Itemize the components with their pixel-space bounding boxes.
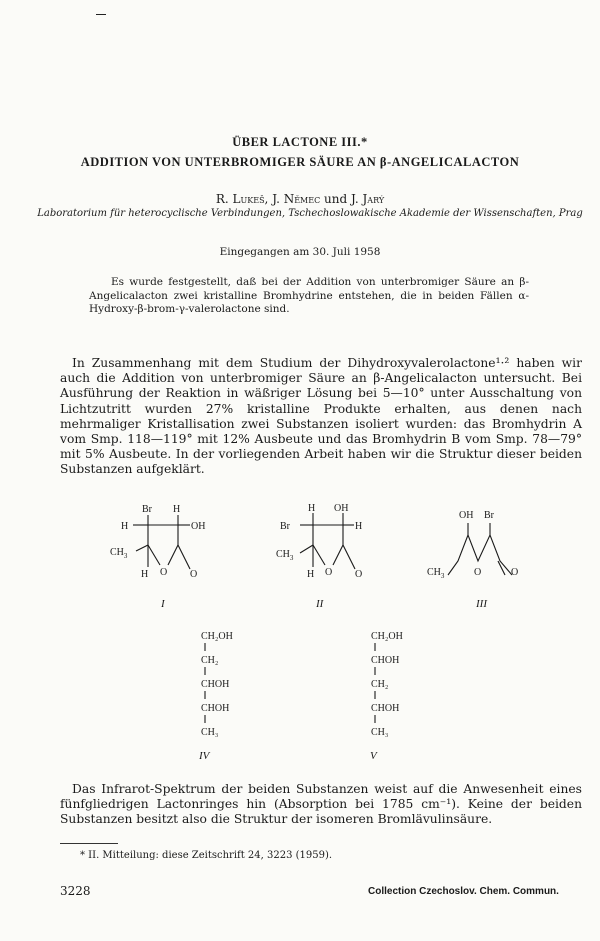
struct-I-caption: I	[161, 598, 165, 610]
struct-II-ch3: $CH_3$	[276, 549, 294, 562]
struct-III-carbonyl-o: O	[511, 567, 519, 578]
struct-I-br: Br	[142, 504, 152, 515]
struct-I-h-bottom: H	[141, 569, 149, 580]
footnote: * II. Mitteilung: diese Zeitschrift 24, 3223 (1959).	[80, 850, 333, 861]
struct-V-row-5: CH₃	[371, 727, 389, 738]
struct-IV-row-2: CH₂	[201, 655, 219, 666]
corner-mark	[96, 14, 106, 15]
struct-IV-row-4: CHOH	[201, 703, 230, 714]
structure-figure	[0, 495, 600, 780]
struct-I-oh: OH	[191, 521, 206, 532]
struct-II-ring-o: O	[325, 567, 333, 578]
struct-I-ch3: $CH_3$	[110, 547, 128, 560]
article-title-line1: ÜBER LACTONE III.*	[232, 135, 368, 149]
struct-II-h-bottom: H	[307, 569, 315, 580]
struct-II-h-top: H	[308, 503, 316, 514]
struct-IV-row-1: CH₂OH	[201, 631, 233, 642]
struct-III-caption: III	[476, 598, 487, 610]
author-sep-2: und	[320, 192, 351, 206]
struct-III-ch3: $CH_3$	[427, 567, 445, 580]
struct-V-row-1: CH₂OH	[371, 631, 403, 642]
abstract: Es wurde festgestellt, daß bei der Addition von unterbromiger Säure an β-Angelicalacton zwei kristalline Bromhydrine entstehen, die in beiden Fällen α-Hydroxy-β-brom-γ-valerolactone sind.	[89, 276, 529, 315]
journal-name: Collection Czechoslov. Chem. Commun.	[368, 886, 559, 897]
received-date: Eingegangen am 30. Juli 1958	[219, 246, 381, 258]
struct-V-row-4: CHOH	[371, 703, 400, 714]
footnote-rule	[60, 843, 118, 844]
author-2: J. Němec	[272, 192, 321, 206]
affiliation: Laboratorium für heterocyclische Verbindungen, Tschechoslowakische Akademie der Wissenschaften, Prag	[37, 208, 583, 219]
page-number: 3228	[60, 884, 91, 898]
struct-I-ring-o: O	[160, 567, 168, 578]
struct-II-carbonyl-o: O	[355, 569, 363, 580]
struct-I-h-top: H	[173, 504, 181, 515]
struct-III-br: Br	[484, 510, 494, 521]
struct-I-h-left: H	[121, 521, 129, 532]
struct-V-row-3: CH₂	[371, 679, 389, 690]
struct-II-br: Br	[280, 521, 290, 532]
struct-II-h-right: H	[355, 521, 363, 532]
body-paragraph-1: In Zusammenhang mit dem Studium der Dihydroxyvalerolactone¹·² haben wir auch die Addition von unterbromiger Säure an β-Angelicalacton untersucht. Bei Ausführung der Reaktion in wäßriger Lösung bei 5—10° unter Ausschaltung von Lichtzutritt wurden 27% kristalline Produkte erhalten, aus denen nach mehrmaliger Kristallisation zwei Substanzen isoliert wurden: das Bromhydrin A vom Smp. 118—119° mit 12% Ausbeute und das Bromhydrin B vom Smp. 78—79° mit 5% Ausbeute. In der vorliegenden Arbeit haben wir die Struktur dieser beiden Substanzen aufgeklärt.	[60, 356, 582, 477]
struct-V-row-2: CHOH	[371, 655, 400, 666]
struct-V-caption: V	[370, 750, 377, 762]
body-paragraph-2: Das Infrarot-Spektrum der beiden Substanzen weist auf die Anwesenheit eines fünfgliedrigen Lactonringes hin (Absorption bei 1785 cm⁻¹). Keine der beiden Substanzen besitzt also die Struktur der isomeren Bromlävulinsäure.	[60, 782, 582, 827]
struct-III-ring-o: O	[474, 567, 482, 578]
struct-IV-row-5: CH₃	[201, 727, 219, 738]
struct-II-caption: II	[316, 598, 324, 610]
struct-IV-caption: IV	[199, 750, 210, 762]
struct-IV-row-3: CHOH	[201, 679, 230, 690]
struct-I-carbonyl-o: O	[190, 569, 198, 580]
author-sep-1: ,	[264, 192, 273, 206]
author-1: R. Lukeš	[215, 192, 265, 206]
struct-III-oh: OH	[459, 510, 474, 521]
struct-II-oh: OH	[334, 503, 349, 514]
article-title-line2: ADDITION VON UNTERBROMIGER SÄURE AN β-ANGELICALACTON	[80, 155, 520, 169]
author-3: J. Jarý	[350, 192, 385, 206]
author-line	[0, 192, 600, 206]
